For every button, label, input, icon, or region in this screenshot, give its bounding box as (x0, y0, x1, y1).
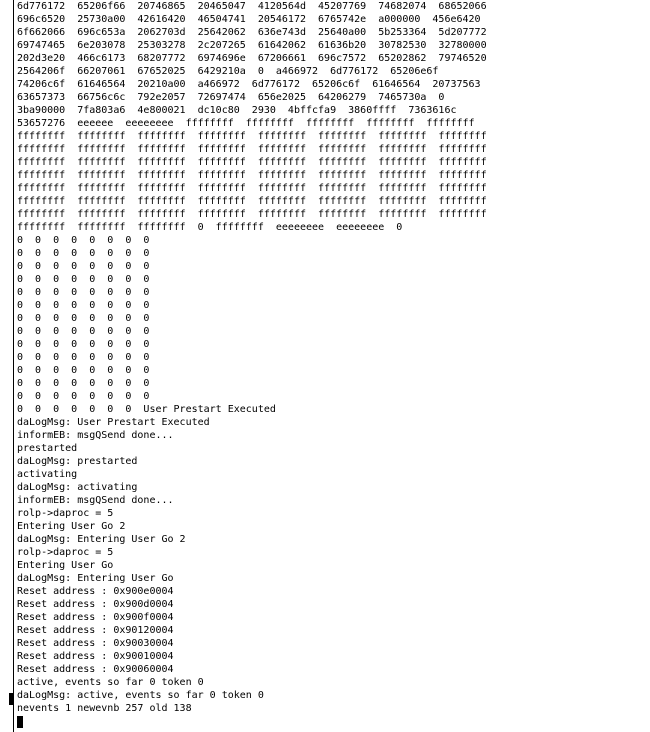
terminal-line: Reset address : 0x900d0004 (17, 599, 174, 610)
terminal-line: 0 0 0 0 0 0 0 0 (17, 326, 150, 337)
terminal-line: nevents 1 newevnb 257 old 138 (17, 703, 192, 714)
terminal-line: daLogMsg: prestarted (17, 456, 138, 467)
terminal-line: 0 0 0 0 0 0 0 0 (17, 274, 150, 285)
terminal-line: prestarted (17, 443, 78, 454)
terminal-line: 696c6520 25730a00 42616420 46504741 20546172 6765742e a000000 456e6420 (17, 14, 481, 25)
terminal-line: 0 0 0 0 0 0 0 0 (17, 352, 150, 363)
terminal-line: informEB: msgQSend done... (17, 430, 174, 441)
terminal-line: daLogMsg: Entering User Go 2 (17, 534, 186, 545)
terminal-line: ffffffff ffffffff ffffffff ffffffff ffffffff ffffffff ffffffff ffffffff (17, 183, 487, 194)
terminal-line: active, events so far 0 token 0 (17, 677, 204, 688)
terminal-line: activating (17, 469, 78, 480)
terminal-line: daLogMsg: Entering User Go (17, 573, 174, 584)
terminal-line: daLogMsg: activating (17, 482, 138, 493)
terminal-line: 0 0 0 0 0 0 0 0 (17, 235, 150, 246)
terminal-line: Reset address : 0x900e0004 (17, 586, 174, 597)
terminal-line: Reset address : 0x90030004 (17, 638, 174, 649)
terminal-left-border (13, 0, 14, 732)
terminal-line: 0 0 0 0 0 0 0 User Prestart Executed (17, 404, 276, 415)
terminal-line: daLogMsg: active, events so far 0 token 0 (17, 690, 264, 701)
terminal-line: 63657373 66756c6c 792e2057 72697474 656e2025 64206279 7465730a 0 (17, 92, 445, 103)
terminal-line: Reset address : 0x90060004 (17, 664, 174, 675)
terminal-line: 0 0 0 0 0 0 0 0 (17, 287, 150, 298)
terminal-line: 202d3e20 466c6173 68207772 6974696e 67206661 696c7572 65202862 79746520 (17, 53, 487, 64)
terminal-line: 0 0 0 0 0 0 0 0 (17, 261, 150, 272)
terminal-line: 0 0 0 0 0 0 0 0 (17, 378, 150, 389)
terminal-line: rolp->daproc = 5 (17, 547, 114, 558)
terminal-line: 0 0 0 0 0 0 0 0 (17, 391, 150, 402)
terminal-line: ffffffff ffffffff ffffffff ffffffff ffffffff ffffffff ffffffff ffffffff (17, 209, 487, 220)
terminal-line: Reset address : 0x90120004 (17, 625, 174, 636)
terminal-line: 0 0 0 0 0 0 0 0 (17, 300, 150, 311)
terminal-line: ffffffff ffffffff ffffffff ffffffff ffffffff ffffffff ffffffff ffffffff (17, 131, 487, 142)
terminal-line: 0 0 0 0 0 0 0 0 (17, 339, 150, 350)
terminal-line: 0 0 0 0 0 0 0 0 (17, 248, 150, 259)
terminal-line: 74206c6f 61646564 20210a00 a466972 6d776172 65206c6f 61646564 20737563 (17, 79, 481, 90)
terminal-line: ffffffff ffffffff ffffffff ffffffff ffffffff ffffffff ffffffff ffffffff (17, 144, 487, 155)
terminal-line: ffffffff ffffffff ffffffff ffffffff ffffffff ffffffff ffffffff ffffffff (17, 170, 487, 181)
terminal-line: 3ba90000 7fa803a6 4e800021 dc10c80 2930 4bffcfa9 3860ffff 7363616c (17, 105, 457, 116)
prompt-line[interactable] (17, 715, 487, 728)
terminal-line: 0 0 0 0 0 0 0 0 (17, 365, 150, 376)
terminal-line: 69747465 6e203078 25303278 2c207265 61642062 61636b20 30782530 32780000 (17, 40, 487, 51)
scrollbar-thumb[interactable] (9, 693, 13, 705)
terminal-line: ffffffff ffffffff ffffffff ffffffff ffffffff ffffffff ffffffff ffffffff (17, 157, 487, 168)
terminal-line: Reset address : 0x90010004 (17, 651, 174, 662)
terminal-line: daLogMsg: User Prestart Executed (17, 417, 210, 428)
terminal-line: 6f662066 696c653a 2062703d 25642062 636e743d 25640a00 5b253364 5d207772 (17, 27, 487, 38)
terminal-line: ffffffff ffffffff ffffffff 0 ffffffff eeeeeeee eeeeeeee 0 (17, 222, 403, 233)
terminal-line: Reset address : 0x900f0004 (17, 612, 174, 623)
terminal-line: informEB: msgQSend done... (17, 495, 174, 506)
text-cursor (17, 716, 23, 728)
terminal-line: 0 0 0 0 0 0 0 0 (17, 313, 150, 324)
terminal-line: 6d776172 65206f66 20746865 20465047 4120564d 45207769 74682074 68652066 (17, 1, 487, 12)
terminal-line: Entering User Go (17, 560, 114, 571)
terminal-line: rolp->daproc = 5 (17, 508, 114, 519)
terminal-line: 2564206f 66207061 67652025 6429210a 0 a466972 6d776172 65206e6f (17, 66, 439, 77)
terminal-output (17, 0, 487, 728)
terminal-line: 53657276 eeeeee eeeeeeee ffffffff ffffffff ffffffff ffffffff ffffffff (17, 118, 475, 129)
terminal-line: ffffffff ffffffff ffffffff ffffffff ffffffff ffffffff ffffffff ffffffff (17, 196, 487, 207)
terminal-line: Entering User Go 2 (17, 521, 126, 532)
